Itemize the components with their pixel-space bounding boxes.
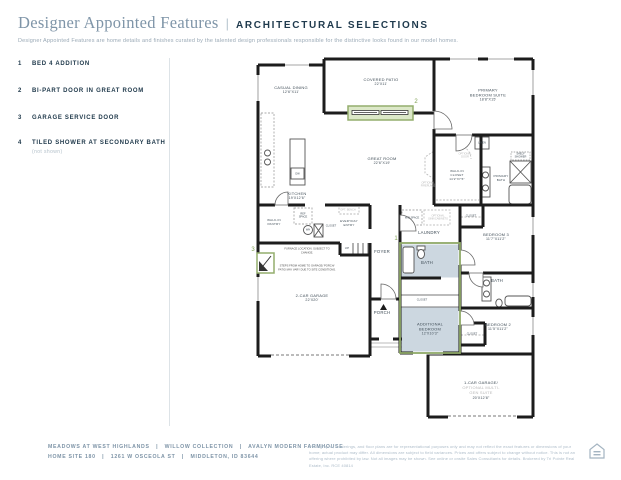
feature-label: BED 4 ADDITION: [32, 61, 90, 67]
disclaimer-text: Photographs, renderings, and floor plans are for representational purposes only and may not reflect the exact features or dimensions of your home; actual product may differ. All dimensions are subject to field variances. Prices and offers subject to change without notice. This is not an offering where prohibited by law. Not all images may be shown. See online or onsite Sales Consultants for details. Brokered by Tri Pointe Real Estate, Inc. RCE 40814: [309, 444, 576, 468]
feature-label: TILED SHOWER AT SECONDARY BATH: [32, 140, 166, 146]
floorplan: [245, 55, 540, 425]
label-ref-space: REF SPACE: [298, 212, 308, 219]
label-linen: LINEN: [478, 141, 486, 145]
label-wh: WH: [305, 228, 311, 232]
room-label-walk-in-closet: WALK-IN CLOSET 14'2"X7'6": [449, 169, 465, 181]
divider-line: [169, 58, 170, 426]
label-optional-sink: OPTIONAL SINK/CABINETS: [428, 214, 448, 221]
room-label-bedroom2: BEDROOM 2 11'5"X11'2": [485, 322, 511, 332]
footer-line-1: MEADOWS AT WEST HIGHLANDS | WILLOW COLLECTION | AVALYN MODERN FARMHOUSE: [48, 444, 344, 450]
label-closet-additional: CLOSET: [416, 298, 428, 302]
feature-label: BI-PART DOOR IN GREAT ROOM: [32, 88, 144, 94]
label-shelf-shower: SHELF SHOWER: [514, 152, 527, 159]
marker-bipart-door: 2: [414, 99, 418, 105]
feature-item-4: [18, 140, 166, 155]
note-furnace: FURNACE LOCATION. SUBJECT TO CHANGE.: [284, 247, 330, 254]
title-divider: |: [225, 16, 229, 31]
feature-label: GARAGE SERVICE DOOR: [32, 115, 120, 121]
room-label-1-car-garage: 1-CAR GARAGE/ OPTIONAL MULTI-GEN SUITE 20'X12'8": [462, 379, 500, 400]
feature-item-2: [18, 88, 144, 94]
room-label-casual-dining: CASUAL DINING 12'6"X11': [274, 85, 308, 95]
room-label-bath-shared: BATH: [491, 278, 503, 284]
room-label-great-room: GREAT ROOM 22'6"X19': [367, 156, 397, 166]
feature-item-1: [18, 61, 90, 67]
header-description: Designer Appointed Features are home details and finishes curated by the talented design professionals responsible for the distinctive looks found in our model homes.: [18, 38, 459, 44]
label-wd-space: W/D SPACE: [404, 215, 420, 219]
label-dw: DW: [295, 171, 300, 175]
section-title: ARCHITECTURAL SELECTIONS: [235, 20, 429, 31]
room-label-covered-patio: COVERED PATIO 22'X11': [363, 77, 399, 87]
label-closet-bed2: CLOSET: [466, 332, 478, 336]
feature-number: 3: [18, 115, 23, 121]
feature-note: (not shown): [32, 149, 63, 155]
feature-number: 1: [18, 61, 23, 67]
label-optional-door: OPTIONAL DOOR: [458, 152, 472, 159]
label-optional-fireplace: OPTIONAL FIREPLACE: [420, 181, 436, 188]
fixtures: [261, 113, 531, 347]
marker-service-door: 3: [251, 247, 255, 253]
equal-housing-icon: [589, 443, 605, 464]
room-label-primary-suite: PRIMARY BEDROOM SUITE 18'8"X15': [469, 87, 507, 102]
room-label-everyday-entry: EVERYDAY ENTRY: [340, 219, 358, 227]
feature-number: 4: [18, 140, 23, 146]
footer-line-2: HOME SITE 180 | 1261 W OSCEOLA ST | MIDDLETON, ID 83644: [48, 454, 259, 460]
label-opt-bench: OPT. BENCH: [340, 208, 356, 212]
room-label-porch: PORCH: [373, 310, 391, 316]
room-label-foyer: FOYER: [374, 249, 390, 255]
note-steps: STEPS FROM HOME TO GARAGE/ PORCH/ PATIO MAY VARY DUE TO SITE CONDITIONS.: [278, 264, 336, 271]
marker-bed4-addition: 1: [394, 236, 398, 242]
label-up: UP: [344, 246, 350, 251]
page-title: Designer Appointed Features: [18, 13, 219, 32]
room-label-laundry: LAUNDRY: [418, 230, 440, 236]
room-label-2-car-garage: 2-CAR GARAGE 22'X20': [295, 293, 329, 303]
page-header: [18, 13, 429, 33]
room-label-primary-bath: PRIMARY BATH: [493, 174, 509, 182]
entry-triangle: [380, 304, 387, 310]
room-label-walk-in-pantry: WALK-IN PANTRY: [267, 218, 281, 226]
feature-number: 2: [18, 88, 23, 94]
label-closet-bed3: CLOSET: [465, 214, 477, 218]
room-label-bedroom3: BEDROOM 3 11'7"X11'2": [483, 232, 509, 242]
room-label-bath-additional: BATH: [421, 260, 433, 266]
room-label-kitchen: KITCHEN 19'X12'6": [287, 191, 307, 201]
feature-item-3: [18, 115, 119, 121]
room-label-additional-bedroom: ADDITIONAL BEDROOM 12'X10'3": [416, 321, 443, 336]
label-closet-entry: CLOSET: [325, 224, 337, 228]
